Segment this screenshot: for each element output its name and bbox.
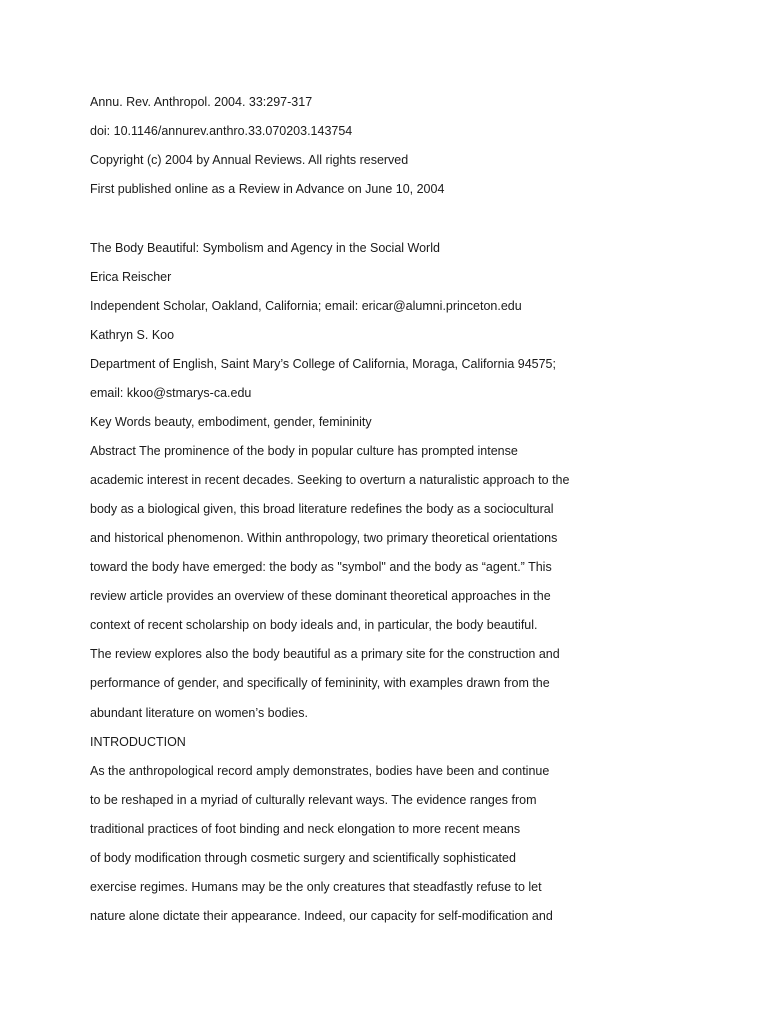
article-title: The Body Beautiful: Symbolism and Agency in the Social World [90, 241, 440, 255]
abstract-line: abundant literature on women’s bodies. [90, 706, 308, 720]
body-line: of body modification through cosmetic surgery and scientifically sophisticated [90, 851, 516, 865]
body-line: exercise regimes. Humans may be the only creatures that steadfastly refuse to let [90, 880, 542, 894]
body-line: nature alone dictate their appearance. Indeed, our capacity for self-modification and [90, 909, 553, 923]
abstract-line: academic interest in recent decades. Seeking to overturn a naturalistic approach to the [90, 473, 570, 487]
abstract-line: The review explores also the body beautiful as a primary site for the construction and [90, 647, 560, 661]
body-line: As the anthropological record amply demonstrates, bodies have been and continue [90, 764, 550, 778]
published-line: First published online as a Review in Advance on June 10, 2004 [90, 182, 445, 196]
author-name: Kathryn S. Koo [90, 328, 175, 342]
abstract-line: body as a biological given, this broad literature redefines the body as a sociocultural [90, 502, 554, 516]
author-affiliation: Department of English, Saint Mary’s College of California, Moraga, California 94575; [90, 357, 556, 371]
author-name: Erica Reischer [90, 270, 172, 284]
doi-line: doi: 10.1146/annurev.anthro.33.070203.143754 [90, 124, 353, 138]
citation-line: Annu. Rev. Anthropol. 2004. 33:297-317 [90, 95, 313, 109]
section-heading: INTRODUCTION [90, 735, 186, 749]
abstract-line: performance of gender, and specifically of femininity, with examples drawn from the [90, 676, 550, 690]
abstract-line: context of recent scholarship on body ideals and, in particular, the body beautiful. [90, 618, 538, 632]
abstract-line: and historical phenomenon. Within anthropology, two primary theoretical orientations [90, 531, 558, 545]
copyright-line: Copyright (c) 2004 by Annual Reviews. All rights reserved [90, 153, 409, 167]
abstract-line: Abstract The prominence of the body in popular culture has prompted intense [90, 444, 518, 458]
body-line: to be reshaped in a myriad of culturally relevant ways. The evidence ranges from [90, 793, 537, 807]
author-affiliation: email: kkoo@stmarys-ca.edu [90, 386, 252, 400]
author-affiliation: Independent Scholar, Oakland, California; email: ericar@alumni.princeton.edu [90, 299, 522, 313]
abstract-line: review article provides an overview of these dominant theoretical approaches in the [90, 589, 551, 603]
body-line: traditional practices of foot binding and neck elongation to more recent means [90, 822, 521, 836]
abstract-line: toward the body have emerged: the body as "symbol" and the body as “agent.” This [90, 560, 552, 574]
keywords-line: Key Words beauty, embodiment, gender, femininity [90, 415, 372, 429]
